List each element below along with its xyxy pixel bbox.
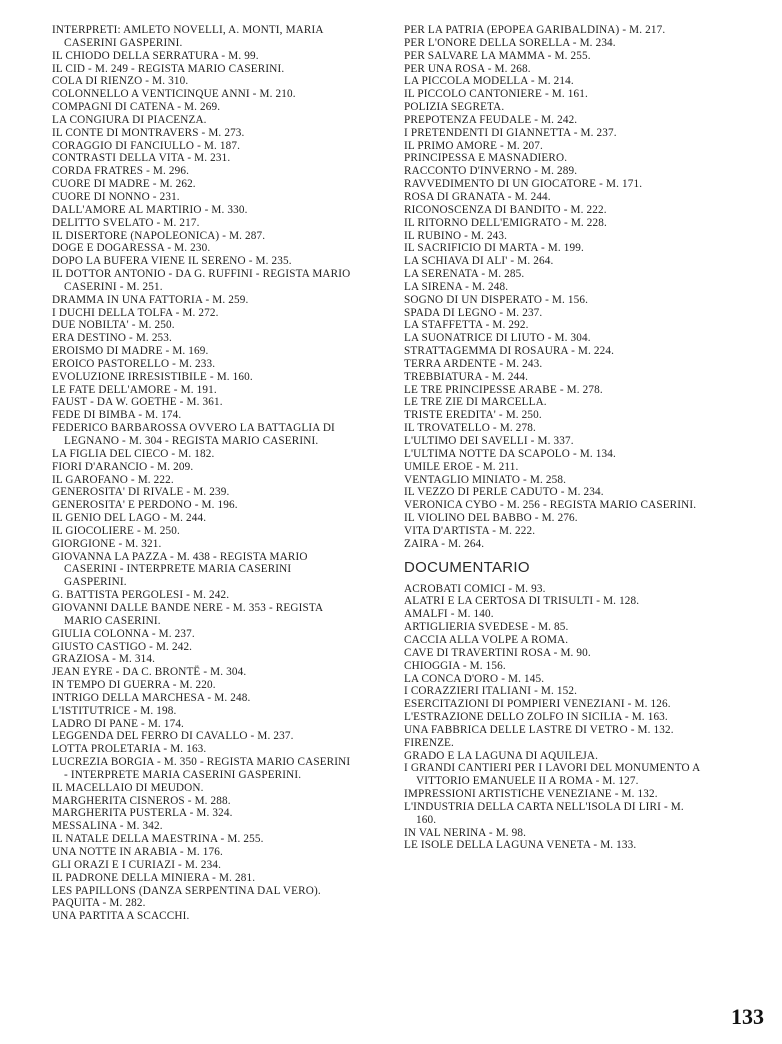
film-entry: GIOVANNI DALLE BANDE NERE - M. 353 - REGISTA MARIO CASERINI. [52, 601, 323, 627]
film-entry: DOPO LA BUFERA VIENE IL SERENO - M. 235. [52, 255, 292, 268]
film-entry: CUORE DI MADRE - M. 262. [52, 178, 196, 191]
film-entry: ALATRI E LA CERTOSA DI TRISULTI - M. 128. [404, 595, 640, 608]
film-entry: UMILE EROE - M. 211. [404, 460, 519, 473]
film-entry: VERONICA CYBO - M. 256 - REGISTA MARIO CASERINI. [404, 499, 697, 512]
film-entry: L'ISTITUTRICE - M. 198. [52, 704, 177, 717]
film-entry: PER LA PATRIA (EPOPEA GARIBALDINA) - M. 217. [404, 24, 666, 36]
film-entry: ARTIGLIERIA SVEDESE - M. 85. [404, 621, 569, 634]
film-entry: IL RUBINO - M. 243. [404, 229, 508, 242]
film-entry: FEDE DI BIMBA - M. 174. [52, 409, 182, 422]
film-entry: I DUCHI DELLA TOLFA - M. 272. [52, 306, 219, 319]
film-entry: CORDA FRATRES - M. 296. [52, 165, 190, 178]
film-entry: CACCIA ALLA VOLPE A ROMA. [404, 633, 569, 646]
film-entry: FIORI D'ARANCIO - M. 209. [52, 460, 194, 473]
fiction-film-list [404, 24, 704, 551]
film-entry: VENTAGLIO MINIATO - M. 258. [404, 473, 567, 486]
film-entry: PRINCIPESSA E MASNADIERO. [404, 152, 568, 165]
page-number: 133 [731, 1004, 764, 1029]
film-entry: LA FIGLIA DEL CIECO - M. 182. [52, 447, 215, 460]
film-entry: EROISMO DI MADRE - M. 169. [52, 345, 209, 358]
film-entry: FAUST - DA W. GOETHE - M. 361. [52, 396, 223, 409]
film-entry: IL GENIO DEL LAGO - M. 244. [52, 512, 207, 525]
film-entry: POLIZIA SEGRETA. [404, 101, 505, 114]
film-entry: L'INDUSTRIA DELLA CARTA NELL'ISOLA DI LIRI - M. 160. [404, 800, 684, 826]
film-entry: IL GAROFANO - M. 222. [52, 473, 174, 486]
film-entry: LA SUONATRICE DI LIUTO - M. 304. [404, 332, 591, 345]
film-entry: LA SCHIAVA DI ALI' - M. 264. [404, 255, 554, 268]
film-entry: LOTTA PROLETARIA - M. 163. [52, 743, 207, 756]
film-entry: GLI ORAZI E I CURIAZI - M. 234. [52, 858, 222, 871]
film-entry: IL RITORNO DELL'EMIGRATO - M. 228. [404, 216, 607, 229]
film-entry: GIULIA COLONNA - M. 237. [52, 627, 195, 640]
film-entry: GIORGIONE - M. 321. [52, 537, 162, 550]
film-entry: IN VAL NERINA - M. 98. [404, 826, 527, 839]
film-entry: LES PAPILLONS (DANZA SERPENTINA DAL VERO). [52, 884, 321, 897]
film-entry: LE TRE ZIE DI MARCELLA. [404, 396, 547, 409]
film-entry: TERRA ARDENTE - M. 243. [404, 357, 543, 370]
film-entry: IL PRIMO AMORE - M. 207. [404, 139, 543, 152]
film-entry: IL CID - M. 249 - REGISTA MARIO CASERINI. [52, 62, 285, 75]
film-entry: RICONOSCENZA DI BANDITO - M. 222. [404, 203, 607, 216]
film-entry: FEDERICO BARBAROSSA OVVERO LA BATTAGLIA DI LEGNANO - M. 304 - REGISTA MARIO CASERINI. [52, 422, 335, 447]
film-entry: INTERPRETI: AMLETO NOVELLI, A. MONTI, MARIA CASERINI GASPERINI. [52, 24, 323, 49]
film-entry: CUORE DI NONNO - 231. [52, 190, 180, 203]
film-entry: IL CHIODO DELLA SERRATURA - M. 99. [52, 49, 259, 62]
film-entry: IL DISERTORE (NAPOLEONICA) - M. 287. [52, 229, 266, 242]
film-entry: CAVE DI TRAVERTINI ROSA - M. 90. [404, 646, 591, 659]
film-entry: ESERCITAZIONI DI POMPIERI VENEZIANI - M. 126. [404, 698, 671, 711]
film-entry: ERA DESTINO - M. 253. [52, 332, 172, 345]
film-entry: COLA DI RIENZO - M. 310. [52, 75, 189, 88]
film-entry: LA CONGIURA DI PIACENZA. [52, 113, 207, 126]
film-entry: LA SIRENA - M. 248. [404, 280, 509, 293]
film-entry: IL GIOCOLIERE - M. 250. [52, 524, 180, 537]
film-entry: CORAGGIO DI FANCIULLO - M. 187. [52, 139, 241, 152]
film-entry: LE TRE PRINCIPESSE ARABE - M. 278. [404, 383, 603, 396]
film-entry: PAQUITA - M. 282. [52, 897, 146, 910]
film-entry: AMALFI - M. 140. [404, 608, 494, 621]
film-entry: I CORAZZIERI ITALIANI - M. 152. [404, 685, 578, 698]
film-entry: MARGHERITA PUSTERLA - M. 324. [52, 807, 233, 820]
film-entry: ACROBATI COMICI - M. 93. [404, 582, 546, 595]
film-entry: LEGGENDA DEL FERRO DI CAVALLO - M. 237. [52, 730, 294, 743]
film-entry: DALL'AMORE AL MARTIRIO - M. 330. [52, 203, 248, 216]
film-entry: TRISTE EREDITA' - M. 250. [404, 409, 542, 422]
film-entry: LA PICCOLA MODELLA - M. 214. [404, 75, 574, 88]
film-entry: I PRETENDENTI DI GIANNETTA - M. 237. [404, 126, 617, 139]
film-entry: GENEROSITA' E PERDONO - M. 196. [52, 499, 238, 512]
film-entry: MARGHERITA CISNEROS - M. 288. [52, 794, 231, 807]
film-entry: TREBBIATURA - M. 244. [404, 370, 529, 383]
film-entry: GIUSTO CASTIGO - M. 242. [52, 640, 193, 653]
film-entry: VITA D'ARTISTA - M. 222. [404, 524, 536, 537]
film-entry: IL VEZZO DI PERLE CADUTO - M. 234. [404, 486, 604, 499]
film-entry: IL MACELLAIO DI MEUDON. [52, 781, 204, 794]
film-entry: IL TROVATELLO - M. 278. [404, 422, 536, 435]
film-entry: G. BATTISTA PERGOLESI - M. 242. [52, 589, 230, 602]
film-entry: LADRO DI PANE - M. 174. [52, 717, 185, 730]
film-entry: JEAN EYRE - DA C. BRONTË - M. 304. [52, 666, 247, 679]
film-entry: FIRENZE. [404, 736, 454, 749]
film-entry: L'ULTIMO DEI SAVELLI - M. 337. [404, 435, 574, 447]
film-entry: DOGE E DOGARESSA - M. 230. [52, 242, 211, 255]
film-entry: CHIOGGIA - M. 156. [404, 659, 506, 672]
film-entry: DRAMMA IN UNA FATTORIA - M. 259. [52, 293, 249, 306]
film-entry: LE ISOLE DELLA LAGUNA VENETA - M. 133. [404, 839, 637, 852]
film-entry: CONTRASTI DELLA VITA - M. 231. [52, 152, 231, 165]
film-entry: UNA NOTTE IN ARABIA - M. 176. [52, 846, 223, 858]
film-entry: GIOVANNA LA PAZZA - M. 438 - REGISTA MARIO CASERINI - INTERPRETE MARIA CASERINI GASPERINI. [52, 550, 308, 589]
film-entry: ZAIRA - M. 264. [404, 537, 485, 550]
film-entry: INTRIGO DELLA MARCHESA - M. 248. [52, 691, 251, 704]
film-entry: LA SERENATA - M. 285. [404, 268, 525, 281]
film-entry: DUE NOBILTA' - M. 250. [52, 319, 175, 332]
film-entry: LUCREZIA BORGIA - M. 350 - REGISTA MARIO CASERINI - INTERPRETE MARIA CASERINI GASPERINI. [52, 756, 351, 781]
film-entry: EVOLUZIONE IRRESISTIBILE - M. 160. [52, 370, 253, 383]
film-entry: LA CONCA D'ORO - M. 145. [404, 672, 545, 685]
film-entry: SOGNO DI UN DISPERATO - M. 156. [404, 293, 589, 306]
film-entry: IL SACRIFICIO DI MARTA - M. 199. [404, 242, 584, 255]
film-entry: LA STAFFETTA - M. 292. [404, 319, 529, 332]
film-entry: IL DOTTOR ANTONIO - DA G. RUFFINI - REGISTA MARIO CASERINI - M. 251. [52, 268, 351, 293]
film-entry: RACCONTO D'INVERNO - M. 289. [404, 165, 578, 178]
film-entry: IL NATALE DELLA MAESTRINA - M. 255. [52, 833, 264, 846]
film-entry: PER L'ONORE DELLA SORELLA - M. 234. [404, 36, 616, 49]
film-entry: L'ULTIMA NOTTE DA SCAPOLO - M. 134. [404, 447, 616, 460]
film-entry: IMPRESSIONI ARTISTICHE VENEZIANE - M. 132. [404, 788, 658, 801]
left-column [52, 24, 354, 923]
film-entry: PER UNA ROSA - M. 268. [404, 62, 531, 75]
section-heading-documentario: DOCUMENTARIO [404, 558, 530, 576]
film-entry: L'ESTRAZIONE DELLO ZOLFO IN SICILIA - M. 163. [404, 711, 668, 724]
film-entry: MESSALINA - M. 342. [52, 820, 163, 833]
film-entry: STRATTAGEMMA DI ROSAURA - M. 224. [404, 345, 615, 358]
film-entry: COLONNELLO A VENTICINQUE ANNI - M. 210. [52, 88, 296, 101]
film-entry: GRAZIOSA - M. 314. [52, 653, 156, 666]
film-entry: DELITTO SVELATO - M. 217. [52, 216, 200, 229]
right-column [404, 24, 704, 852]
film-entry: RAVVEDIMENTO DI UN GIOCATORE - M. 171. [404, 178, 643, 191]
film-entry: SPADA DI LEGNO - M. 237. [404, 306, 543, 319]
film-entry: EROICO PASTORELLO - M. 233. [52, 357, 216, 370]
film-entry: GRADO E LA LAGUNA DI AQUILEJA. [404, 749, 599, 762]
film-entry: IL PADRONE DELLA MINIERA - M. 281. [52, 871, 256, 884]
film-entry: PREPOTENZA FEUDALE - M. 242. [404, 113, 578, 126]
film-entry: LE FATE DELL'AMORE - M. 191. [52, 383, 217, 396]
film-entry: IL PICCOLO CANTONIERE - M. 161. [404, 88, 588, 101]
film-entry: IL VIOLINO DEL BABBO - M. 276. [404, 512, 578, 525]
film-entry: I GRANDI CANTIERI PER I LAVORI DEL MONUMENTO A VITTORIO EMANUELE II A ROMA - M. 127. [404, 762, 700, 788]
film-entry: IL CONTE DI MONTRAVERS - M. 273. [52, 126, 245, 139]
film-entry: GENEROSITA' DI RIVALE - M. 239. [52, 486, 230, 499]
film-entry: ROSA DI GRANATA - M. 244. [404, 190, 551, 203]
film-entry: COMPAGNI DI CATENA - M. 269. [52, 101, 221, 114]
documentary-film-list [404, 583, 704, 853]
film-entry: PER SALVARE LA MAMMA - M. 255. [404, 49, 591, 62]
film-entry: UNA PARTITA A SCACCHI. [52, 910, 190, 923]
film-entry: UNA FABBRICA DELLE LASTRE DI VETRO - M. 132. [404, 723, 674, 736]
film-entry: IN TEMPO DI GUERRA - M. 220. [52, 679, 216, 692]
